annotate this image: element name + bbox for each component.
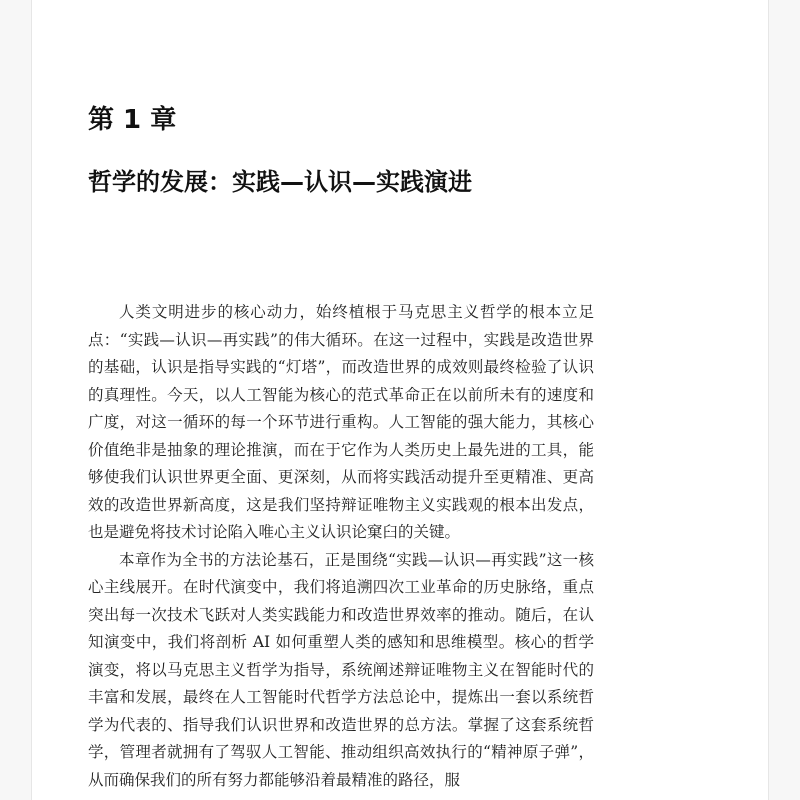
chapter-number: 第 1 章 [88, 105, 177, 135]
body-text [88, 299, 594, 794]
body-paragraph-2: 本章作为全书的方法论基石，正是围绕“实践—认识—再实践”这一核心主线展开。在时代演变中，我们将追溯四次工业革命的历史脉络，重点突出每一次技术飞跃对人类实践能力和改造世界效率的推动。随后，在认知演变中，我们将剖析 AI 如何重塑人类的感知和思维模型。核心的哲学演变，将以马克思主义哲学为指导，系统阐述辩证唯物主义在智能时代的丰富和发展，最终在人工智能时代哲学方法总论中，提炼出一套以系统哲学为代表的、指导我们认识世界和改造世界的总方法。掌握了这套系统哲学，管理者就拥有了驾驭人工智能、推动组织高效执行的“精神原子弹”，从而确保我们的所有努力都能够沿着最精准的路径，服 [88, 550, 594, 789]
chapter-title: 哲学的发展：实践—认识—实践演进 [88, 168, 472, 196]
body-paragraph-1: 人类文明进步的核心动力，始终植根于马克思主义哲学的根本立足点：“实践—认识—再实践”的伟大循环。在这一过程中，实践是改造世界的基础，认识是指导实践的“灯塔”，而改造世界的成效则最终检验了认识的真理性。今天，以人工智能为核心的范式革命正在以前所未有的速度和广度，对这一循环的每一个环节进行重构。人工智能的强大能力，其核心价值绝非是抽象的理论推演，而在于它作为人类历史上最先进的工具，能够使我们认识世界更全面、更深刻，从而将实践活动提升至更精准、更高效的改造世界新高度，这是我们坚持辩证唯物主义实践观的根本出发点，也是避免将技术讨论陷入唯心主义认识论窠臼的关键。 [88, 303, 594, 541]
book-page [31, 0, 769, 800]
